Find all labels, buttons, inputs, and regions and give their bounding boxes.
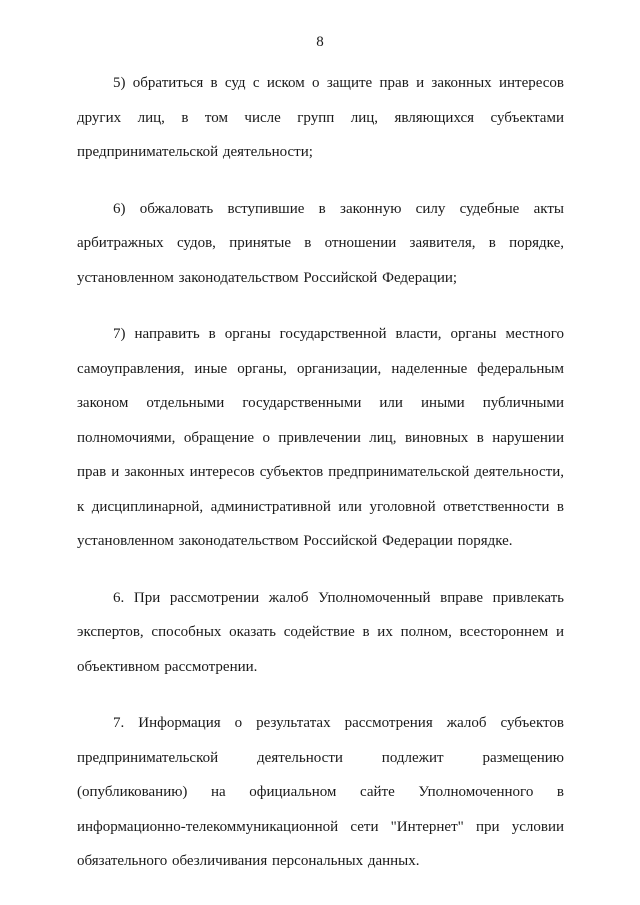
paragraph-section-7: 7. Информация о результатах рассмотрения жалоб субъектов предпринимательской деятельности подлежит размещению (опубликованию) на официальном сайте Уполномоченного в информационно-телекоммуникационной сети "Интернет" при условии обязательного обезличивания персональных данных. [77,715,564,869]
document-body [77,66,564,901]
paragraph-item-6: 6) обжаловать вступившие в законную силу судебные акты арбитражных судов, принятые в отношении заявителя, в порядке, установленном законодательством Российской Федерации; [77,200,564,286]
page-number: 8 [316,34,324,50]
paragraph-section-6: 6. При рассмотрении жалоб Уполномоченный вправе привлекать экспертов, способных оказать содействие в их полном, всестороннем и объективном рассмотрении. [77,589,564,675]
paragraph-item-5: 5) обратиться в суд с иском о защите прав и законных интересов других лиц, в том числе групп лиц, являющихся субъектами предпринимательской деятельности; [77,75,564,160]
paragraph-item-7: 7) направить в органы государственной власти, органы местного самоуправления, иные органы, организации, наделенные федеральным законом отдельными государственными или иными публичными полномочиями, обращение о привлечении лиц, виновных в нарушении прав и законных интересов субъектов предпринимательской деятельности, к дисциплинарной, административной или уголовной ответственности в установленном законодательством Российской Федерации порядке. [77,326,564,549]
